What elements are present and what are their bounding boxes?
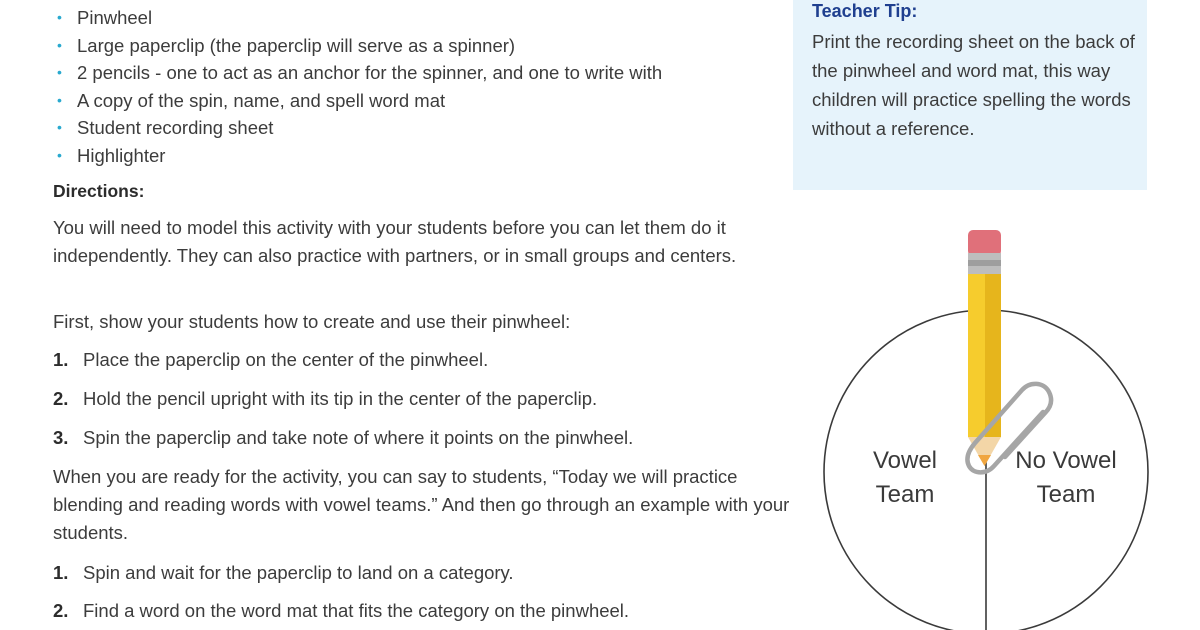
bullet-dot-icon: • [57, 146, 62, 163]
step-number: 1. [53, 562, 69, 583]
step-text: Find a word on the word mat that fits the category on the pinwheel. [83, 600, 630, 621]
pinwheel-graphic [793, 200, 1200, 630]
step-item [53, 346, 488, 374]
list-item: • Highlighter [53, 142, 662, 170]
list-item: • 2 pencils - one to act as an anchor for the spinner, and one to write with [53, 59, 662, 87]
list-item: • Student recording sheet [53, 114, 662, 142]
pinwheel-illustration [793, 200, 1200, 630]
list-item: • Large paperclip (the paperclip will serve as a spinner) [53, 32, 662, 60]
list-item: • A copy of the spin, name, and spell word mat [53, 87, 662, 115]
teacher-tip-box [793, 0, 1147, 190]
bullet-dot-icon: • [57, 9, 62, 25]
step-number: 2. [53, 600, 69, 621]
step-text: Hold the pencil upright with its tip in the center of the paperclip. [83, 388, 598, 409]
step-number: 2. [53, 388, 69, 409]
no-vowel-team-label: No Vowel Team [1015, 447, 1117, 508]
directions-heading: Directions: [53, 181, 145, 201]
step-item [53, 559, 514, 587]
directions-ready: When you are ready for the activity, you can say to students, “Today we will practice blending and reading words with vowel teams.” And then go through an example with your students. [53, 466, 790, 543]
step-text: Spin the paperclip and take note of where it points on the pinwheel. [83, 427, 634, 448]
step-number: 1. [53, 349, 69, 370]
bullet-dot-icon: • [57, 119, 62, 136]
step-item [53, 424, 633, 452]
teacher-tip-body: Print the recording sheet on the back of the pinwheel and word mat, this way children will practice spelling the words without a reference. [812, 31, 1135, 139]
bullet-dot-icon: • [57, 64, 62, 81]
step-text: Place the paperclip on the center of the pinwheel. [83, 349, 489, 370]
step-text: Spin and wait for the paperclip to land on a category. [83, 562, 514, 583]
bullet-dot-icon: • [57, 91, 62, 108]
directions-intro: You will need to model this activity with your students before you can let them do it independently. They can also practice with partners, or in small groups and centers. [53, 217, 737, 266]
teacher-tip-title: Teacher Tip: [812, 1, 918, 21]
vowel-team-label: Vowel Team [872, 447, 938, 508]
step-item [53, 385, 597, 413]
bullet-dot-icon: • [57, 36, 62, 53]
directions-first: First, show your students how to create and use their pinwheel: [53, 311, 571, 332]
materials-list [53, 4, 662, 170]
step-number: 3. [53, 427, 69, 448]
step-item [53, 597, 629, 625]
list-item: • Pinwheel [53, 4, 662, 32]
